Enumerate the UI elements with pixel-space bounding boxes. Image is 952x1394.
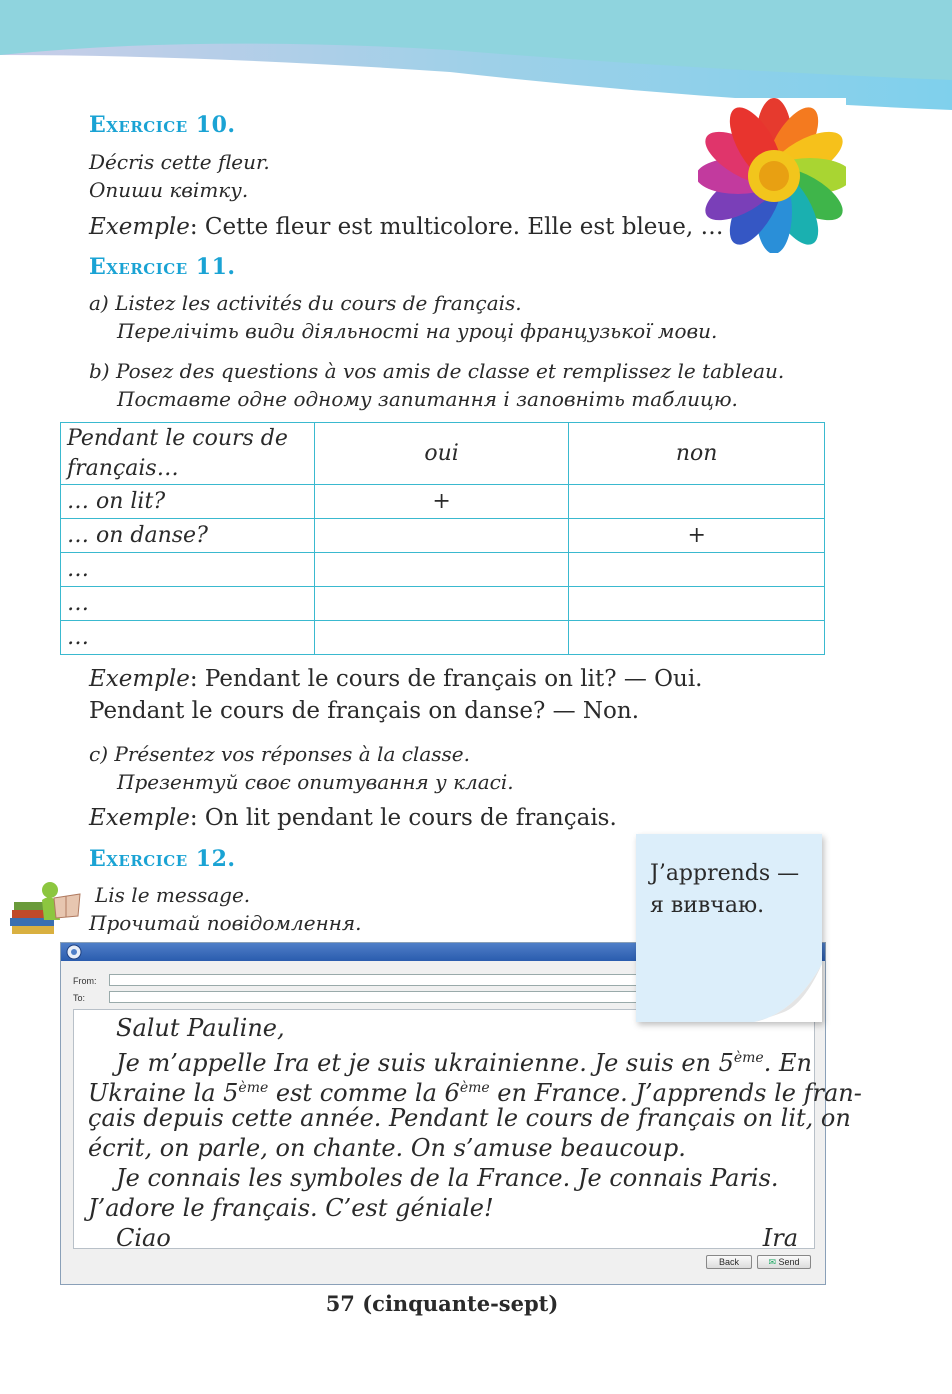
exercise-11-title: Exercice 11. [89, 254, 236, 280]
exercise-11-example-1 [89, 663, 703, 695]
table-row [61, 553, 825, 587]
activities-table [60, 422, 825, 655]
exercise-11-example-2: Pendant le cours de français on danse? — Non. [89, 698, 640, 724]
table-cell: … [61, 553, 315, 587]
email-app-icon [65, 943, 83, 961]
table-header-cell: oui [314, 423, 569, 485]
table-cell [314, 621, 569, 655]
table-header-row [61, 423, 825, 485]
note-line-1: J’apprends — [650, 861, 800, 886]
table-row [61, 485, 825, 519]
exercise-10-title: Exercice 10. [89, 112, 236, 138]
from-field[interactable] [109, 974, 711, 986]
email-closing: Ciao [116, 1224, 171, 1252]
table-row [61, 519, 825, 553]
exercise-12-title: Exercice 12. [89, 846, 236, 872]
table-cell [569, 587, 825, 621]
exercise-12-instruction-fr: Lis le message. [95, 883, 251, 907]
exercise-11-b-uk: Поставте одне одному запитання і заповніть таблицю. [117, 387, 738, 411]
table-cell [569, 621, 825, 655]
send-icon: ✉ [768, 1257, 776, 1267]
example-label: Exemple [89, 214, 190, 240]
send-label: Send [778, 1257, 800, 1267]
example-label: Exemple [89, 666, 190, 692]
reading-figure-icon [8, 880, 86, 936]
table-row [61, 587, 825, 621]
table-cell [569, 553, 825, 587]
example-text: : On lit pendant le cours de français. [189, 805, 617, 831]
from-label: From: [73, 976, 97, 986]
table-cell: … [61, 621, 315, 655]
email-line: Je m’appelle Ira et je suis ukrainienne. Je suis en 5ème. En [116, 1049, 812, 1077]
email-greeting: Salut Pauline, [116, 1014, 285, 1042]
exercise-11-a-uk: Перелічіть види діяльності на уроці французької мови. [117, 319, 718, 343]
email-body[interactable] [73, 1009, 862, 1252]
exercise-10-instruction-uk: Опиши квітку. [89, 178, 249, 202]
table-header-cell: Pendant le cours de français… [61, 423, 315, 485]
exercise-10-example [89, 211, 723, 243]
page-footer [0, 1291, 884, 1316]
table-cell [314, 553, 569, 587]
page-curl-icon [754, 964, 822, 1022]
header-band [0, 0, 952, 110]
exercise-11-c-uk: Презентуй своє опитування у класі. [117, 770, 514, 794]
note-line-2: я вивчаю. [650, 893, 765, 918]
page-number-words: (cinquante-sept) [354, 1291, 559, 1316]
table-cell: … [61, 587, 315, 621]
email-line: écrit, on parle, on chante. On s’amuse beaucoup. [88, 1134, 686, 1162]
email-line: çais depuis cette année. Pendant le cours de français on lit, on [88, 1104, 851, 1132]
vocabulary-note [636, 834, 822, 1022]
table-cell [569, 485, 825, 519]
table-row [61, 621, 825, 655]
table-header-cell: non [569, 423, 825, 485]
table-cell [314, 587, 569, 621]
exercise-11-c-fr: c) Présentez vos réponses à la classe. [89, 742, 470, 766]
exercise-11-a-fr: a) Listez les activités du cours de français. [89, 291, 522, 315]
exercise-10-instruction-fr: Décris cette fleur. [89, 150, 270, 174]
example-text: : Pendant le cours de français on lit? — Oui. [189, 666, 703, 692]
table-cell: + [314, 485, 569, 519]
to-label: To: [73, 993, 86, 1003]
exercise-11-example-3 [89, 802, 617, 834]
exercise-12-instruction-uk: Прочитай повідомлення. [89, 911, 362, 935]
page-number: 57 [325, 1291, 355, 1316]
table-cell: … on lit? [61, 485, 315, 519]
to-field[interactable] [109, 991, 711, 1003]
table-cell: … on danse? [61, 519, 315, 553]
email-line: Ukraine la 5ème est comme la 6ème en France. J’apprends le fran- [88, 1079, 862, 1107]
send-button[interactable] [757, 1255, 811, 1269]
table-cell [314, 519, 569, 553]
table-cell: + [569, 519, 825, 553]
example-label: Exemple [89, 805, 190, 831]
email-line: Je connais les symboles de la France. Je connais Paris. [116, 1164, 779, 1192]
email-signature: Ira [762, 1224, 798, 1252]
email-line: J’adore le français. C’est géniale! [88, 1194, 494, 1222]
example-text: : Cette fleur est multicolore. Elle est bleue, … [189, 214, 724, 240]
exercise-11-b-fr: b) Posez des questions à vos amis de classe et remplissez le tableau. [89, 359, 785, 383]
back-button[interactable]: Back [706, 1255, 752, 1269]
